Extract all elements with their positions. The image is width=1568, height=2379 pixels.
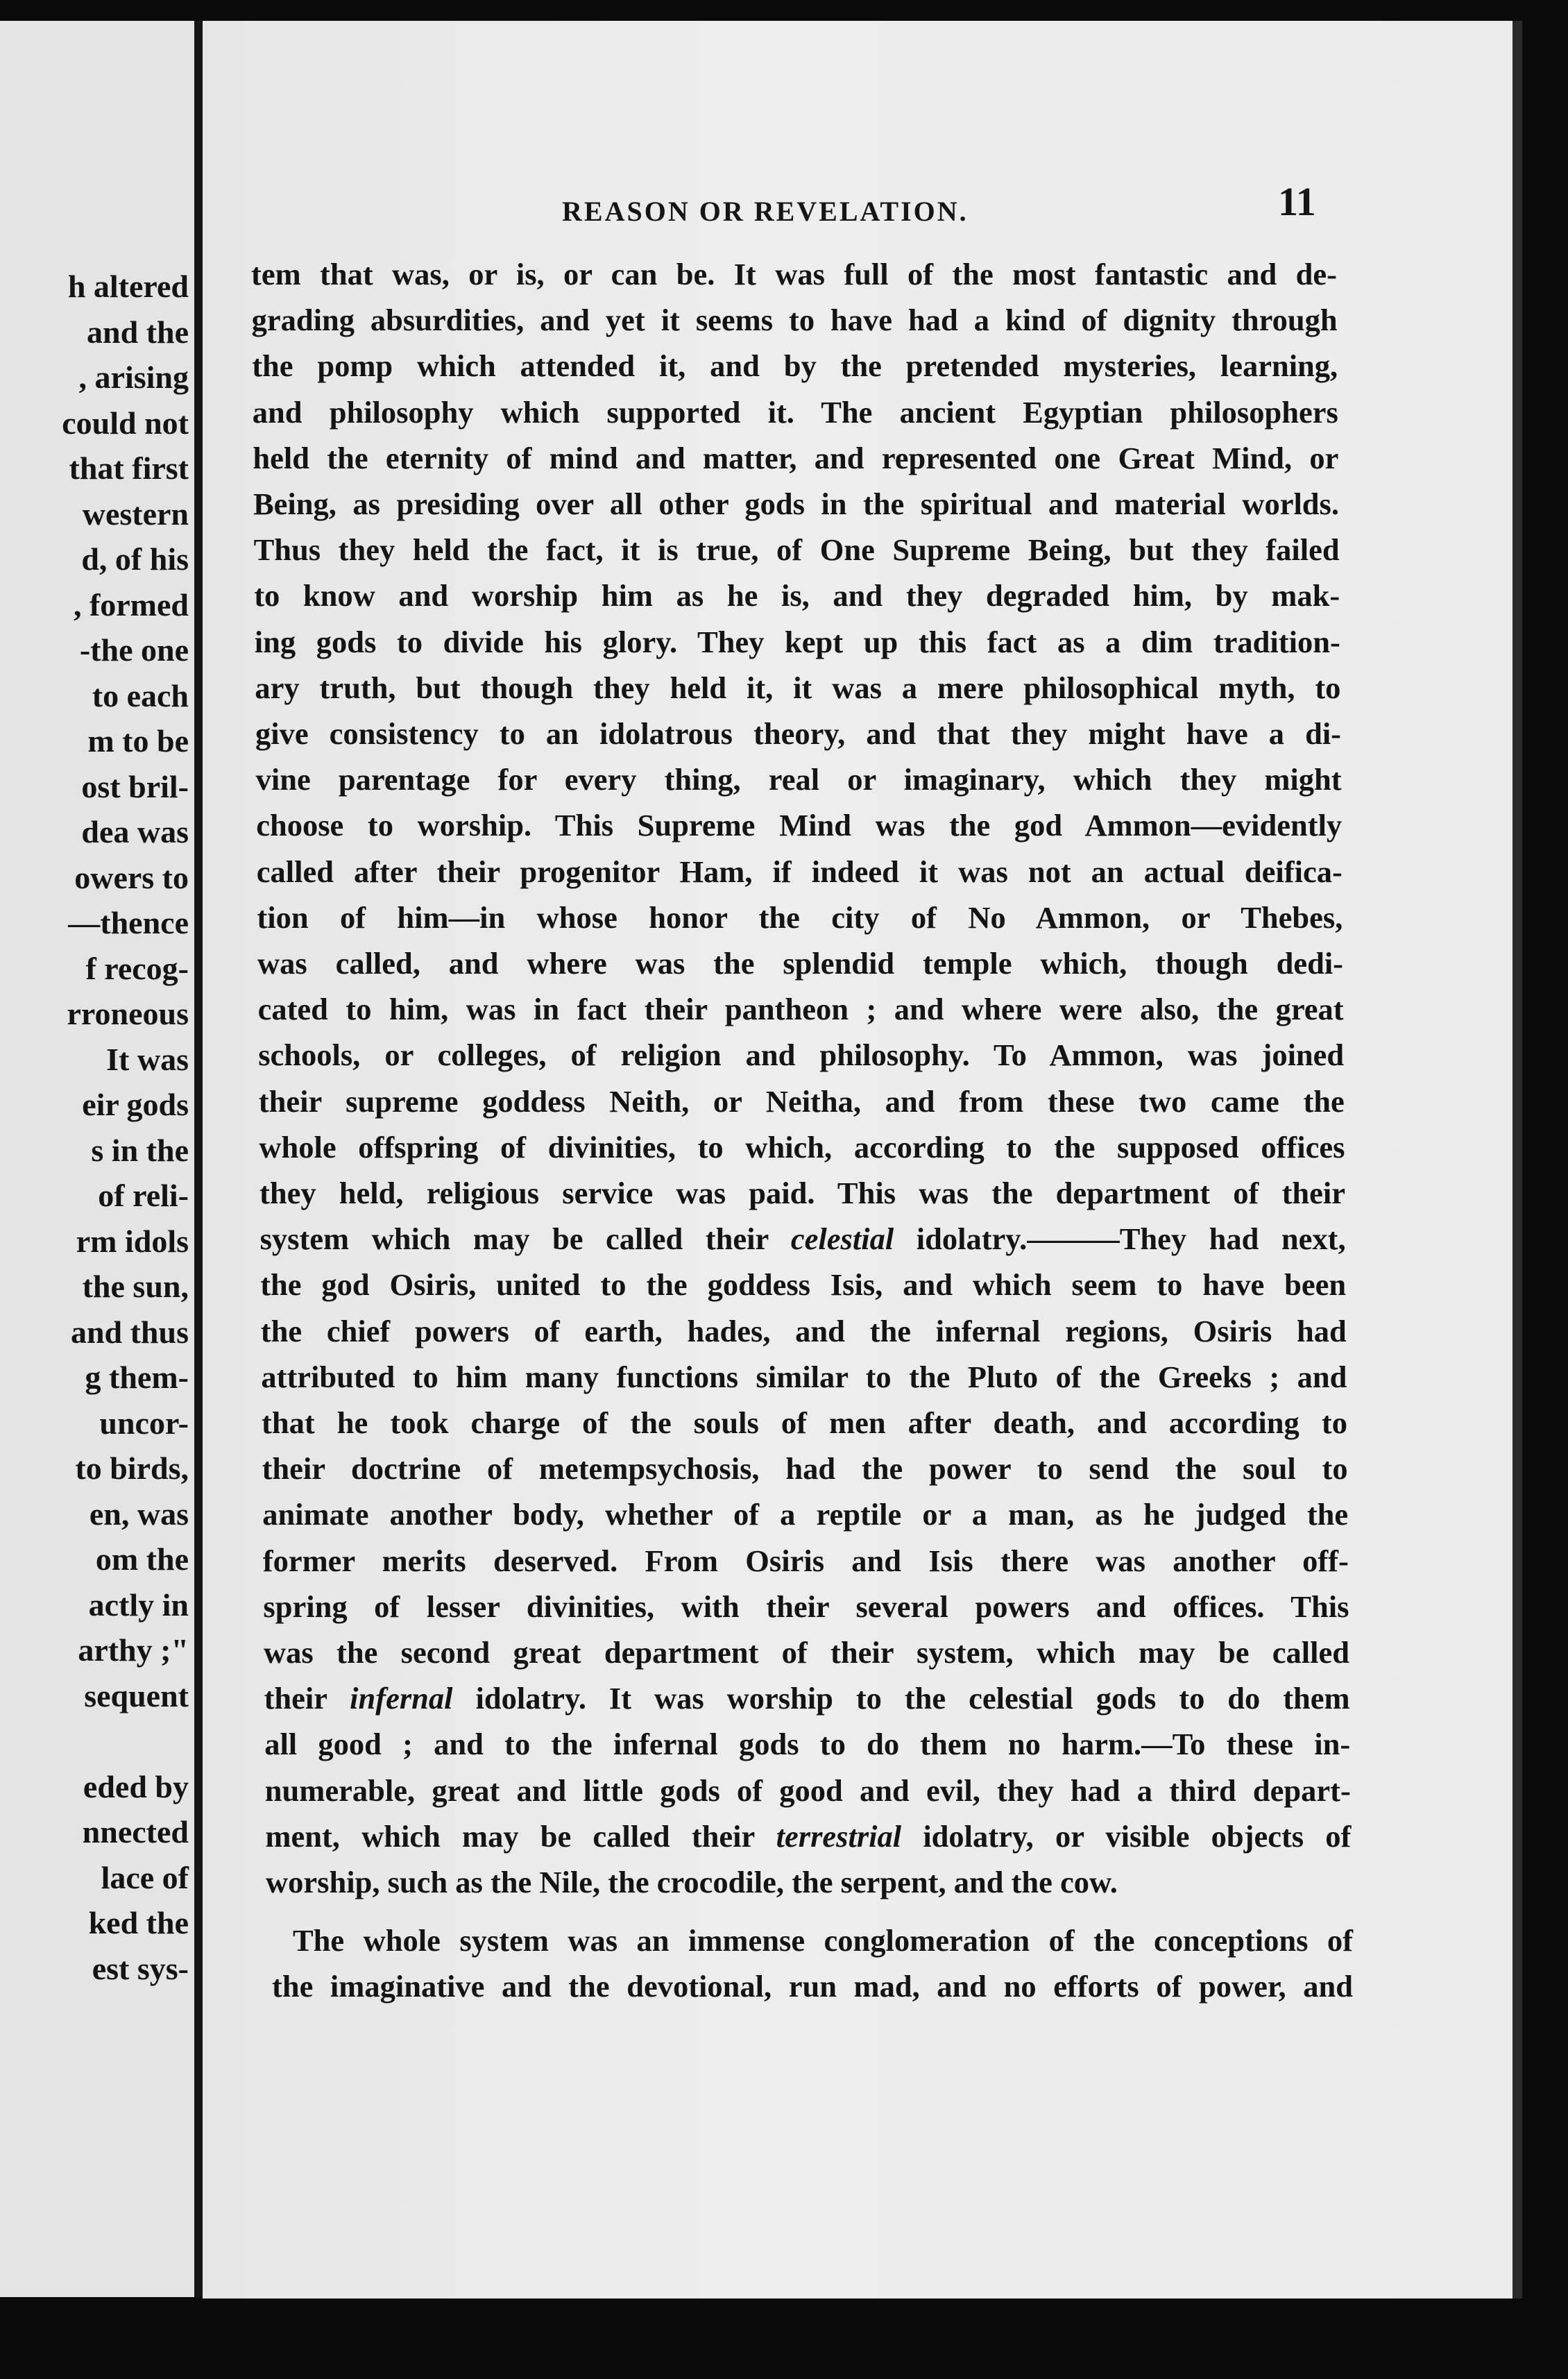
text-line: ary truth, but though they held it, it was a mere philosophical myth, to [255,670,1341,705]
left-page-line: uncor- [99,1405,189,1441]
text-line: called after their progenitor Ham, if indeed it was not an actual deifica- [256,854,1343,889]
text-line [259,1221,1346,1257]
left-page-line: en, was [89,1496,189,1532]
emphasized-term: infernal [350,1681,453,1716]
left-page-line: lace of [101,1859,189,1895]
left-page-line: owers to [74,859,189,895]
page-number: 11 [1278,179,1316,224]
left-page-line: -the one [79,632,189,668]
left-page-line: om the [95,1541,189,1577]
text-line: vine parentage for every thing, real or imaginary, which they might [255,762,1342,797]
book-gutter [194,21,203,2297]
left-page-line: It was [106,1041,189,1077]
text-line: they held, religious service was paid. This was the department of their [259,1176,1345,1210]
left-page-line: western [82,496,189,532]
running-title: REASON OR REVELATION. [562,196,969,227]
text-line: was called, and where was the splendid temple which, though dedi- [257,946,1343,981]
text-line [265,1818,1352,1854]
left-page-line: d, of his [81,541,189,577]
text-line: spring of lesser divinities, with their several powers and offices. This [263,1589,1349,1624]
text-line: the god Osiris, united to the goddess Isis, and which seem to have been [260,1267,1347,1303]
text-line: and philosophy which supported it. The ancient Egyptian philosophers [252,394,1338,430]
text-line: was the second great department of their system, which may be called [264,1635,1349,1670]
text-line: worship, such as the Nile, the crocodile, the serpent, and the cow. [266,1865,1118,1899]
text-line: their doctrine of metempsychosis, had the power to send the soul to [262,1451,1348,1487]
left-page-line: g them- [85,1360,189,1395]
left-page-fragment [0,21,194,2297]
text-line: give consistency to an idolatrous theory, and that they might have a di- [255,716,1341,751]
text-line: ing gods to divide his glory. They kept up this fact as a dim tradition- [254,624,1340,659]
emphasized-term: celestial [790,1221,894,1257]
text-line: schools, or colleges, of religion and philosophy. To Ammon, was joined [258,1038,1345,1073]
text-line: Thus they held the fact, it is true, of One Supreme Being, but they failed [253,532,1340,568]
text-line: the chief powers of earth, hades, and the infernal regions, Osiris had [260,1313,1347,1348]
left-page-line: arthy ;" [78,1632,189,1668]
text-line: tem that was, or is, or can be. It was full of the most fantastic and de- [251,257,1337,291]
text-line: animate another body, whether of a reptile or a man, as he judged the [262,1497,1349,1532]
text-segment: idolatry.———They had next, [894,1221,1346,1257]
left-page-line: est sys- [92,1950,189,1986]
text-line: the imaginative and the devotional, run mad, and no efforts of power, and [272,1969,1353,2004]
left-page-line: the sun, [82,1269,189,1304]
left-page-line: of reli- [98,1178,189,1213]
left-page-line: dea was [81,814,189,849]
left-page-line: to each [92,677,189,713]
left-page-line: and thus [70,1314,189,1350]
text-line: The whole system was an immense conglomeration of the conceptions of [293,1923,1353,1958]
left-page-line: —thence [68,905,189,940]
left-page-line: and the [87,314,189,350]
left-page-line: ked the [88,1905,189,1940]
left-page-line: h altered [67,269,189,304]
text-line: numerable, great and little gods of good and evil, they had a third depart- [264,1772,1351,1808]
page-edge [1512,21,1522,2298]
text-line: Being, as presiding over all other gods in the spiritual and material worlds. [253,486,1339,521]
book-page [203,21,1512,2298]
text-line: to know and worship him as he is, and they degraded him, by mak- [254,578,1340,613]
left-page-line: ost bril- [81,768,189,804]
left-page-line: , arising [78,359,189,395]
left-page-line: rm idols [76,1223,189,1259]
text-line: attributed to him many functions similar to the Pluto of the Greeks ; and [261,1359,1347,1394]
text-line: that he took charge of the souls of men after death, and according to [262,1405,1347,1440]
text-line [264,1683,1350,1714]
left-page-line: eded by [83,1768,189,1804]
text-segment: idolatry, or visible objects of [901,1818,1352,1854]
text-segment: idolatry. It was worship to the celestial gods to do them [452,1681,1350,1716]
text-line: their supreme goddess Neith, or Neitha, and from these two came the [258,1083,1345,1119]
text-line: choose to worship. This Supreme Mind was the god Ammon—evidently [256,808,1343,843]
left-page-line: rroneous [67,996,189,1031]
left-page-line: s in the [91,1132,189,1168]
text-line: whole offspring of divinities, to which, according to the supposed offices [259,1129,1345,1165]
text-segment: ment, which may be called their [265,1818,776,1854]
left-page-line: that first [69,450,189,486]
text-line: the pomp which attended it, and by the pretended mysteries, learning, [252,348,1338,384]
left-page-line: , formed [73,586,189,623]
left-page-line: m to be [87,723,189,759]
text-line: tion of him—in whose honor the city of No Ammon, or Thebes, [257,899,1343,935]
left-page-line: to birds, [75,1450,189,1486]
left-page-line: sequent [84,1677,189,1713]
text-segment: system which may be called their [259,1221,791,1257]
text-line: grading absurdities, and yet it seems to have had a kind of dignity through [251,303,1338,338]
text-line: cated to him, was in fact their pantheon ; and where were also, the great [257,992,1344,1027]
text-segment: their [264,1681,350,1716]
left-page-line: actly in [88,1586,189,1623]
text-line: all good ; and to the infernal gods to do them no harm.—To these in- [264,1727,1351,1762]
left-page-line: eir gods [82,1087,189,1122]
left-page-line: nnected [82,1814,189,1849]
left-page-line: f recog- [85,950,189,986]
text-line: former merits deserved. From Osiris and Isis there was another off- [262,1543,1349,1578]
left-page-line: could not [62,405,189,441]
emphasized-term: terrestrial [776,1818,902,1854]
text-line: held the eternity of mind and matter, and represented one Great Mind, or [253,440,1339,475]
page-header [203,177,1512,226]
